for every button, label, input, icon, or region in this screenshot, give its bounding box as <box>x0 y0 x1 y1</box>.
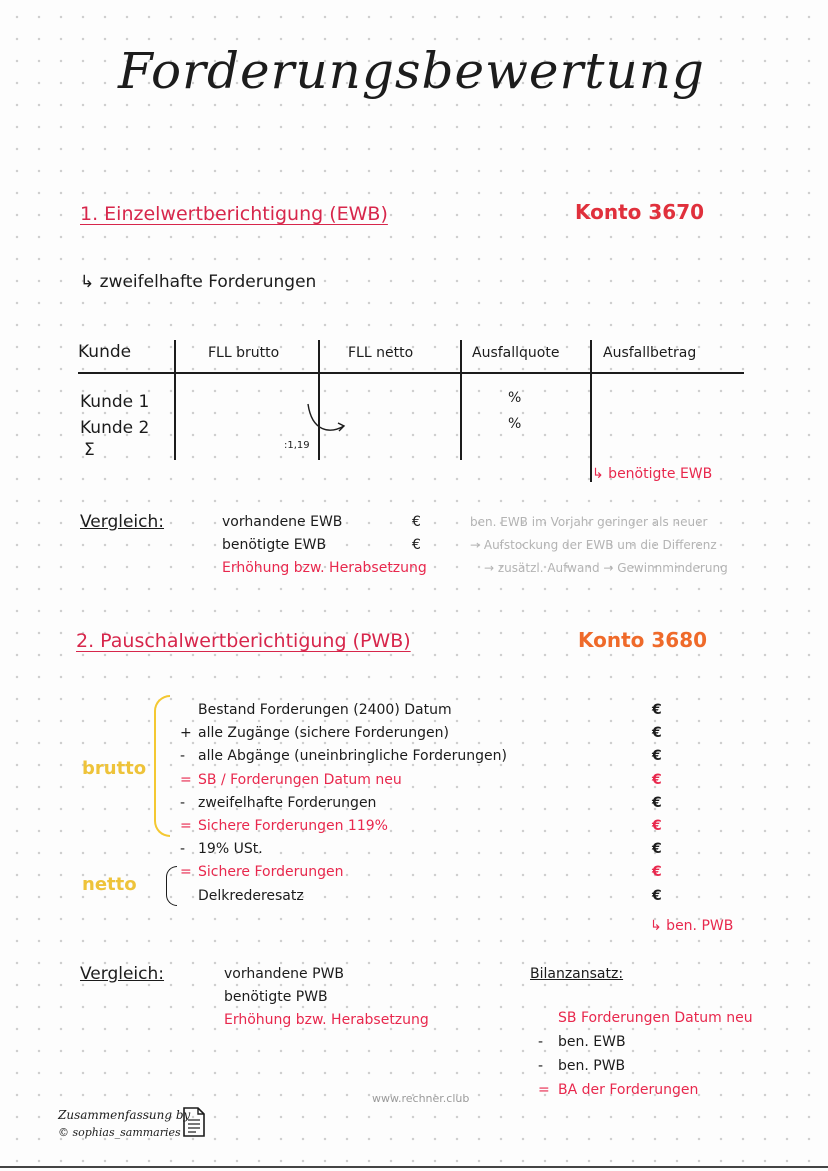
table-col-divider <box>590 340 592 482</box>
section1-heading: 1. Einzelwertberichtigung (EWB) <box>80 203 388 225</box>
pwb-row-text: alle Abgänge (uneinbringliche Forderungen) <box>198 748 507 764</box>
ausfallquote-percent: % <box>508 416 522 432</box>
pwb-row-currency: € <box>652 841 662 857</box>
brace-netto <box>166 866 177 906</box>
pwb-row-text: Bestand Forderungen (2400) Datum <box>198 702 452 718</box>
brace-brutto <box>154 695 170 837</box>
table-header-fll-netto: FLL netto <box>348 345 414 361</box>
bilanz-row-prefix: - <box>538 1058 544 1074</box>
bilanz-row-text: BA der Forderungen <box>558 1082 699 1098</box>
comparison-line: vorhandene PWB <box>224 966 345 982</box>
table-col-divider <box>318 340 320 460</box>
pwb-row-prefix: = <box>180 772 192 788</box>
comparison-label: Vergleich: <box>80 964 165 984</box>
pwb-row-text: Delkrederesatz <box>198 888 304 904</box>
bilanz-label: Bilanzansatz: <box>530 966 624 982</box>
divide-note: :1,19 <box>284 440 310 451</box>
table-header-fll-brutto: FLL brutto <box>208 345 280 361</box>
pwb-footnote: ↳ ben. PWB <box>650 918 734 934</box>
comparison-line: benötigte PWB <box>224 989 328 1005</box>
footer-line2: © sophias_sammaries <box>58 1126 181 1139</box>
pwb-row-currency: € <box>652 772 662 788</box>
pwb-row-text: Sichere Forderungen <box>198 864 344 880</box>
ausfallquote-percent: % <box>508 390 522 406</box>
pwb-row-text: 19% USt. <box>198 841 263 857</box>
comparison-label: Vergleich: <box>80 512 165 532</box>
comparison-line: vorhandene EWB <box>222 514 343 530</box>
pwb-row-currency: € <box>652 888 662 904</box>
table-row-label: Kunde 1 <box>80 392 150 412</box>
bilanz-row-text: ben. EWB <box>558 1034 626 1050</box>
table-header-rule <box>78 372 744 374</box>
pwb-row-currency: € <box>652 725 662 741</box>
document-icon <box>182 1106 206 1138</box>
pwb-row-currency: € <box>652 702 662 718</box>
section1-konto: Konto 3670 <box>575 200 705 224</box>
faint-note: → zusätzl. Aufwand → Gewinnminderung <box>484 561 728 575</box>
pwb-row-prefix: - <box>180 748 186 764</box>
pwb-row-prefix: = <box>180 818 192 834</box>
section2-heading: 2. Pauschalwertberichtigung (PWB) <box>76 630 411 652</box>
pwb-row-text: zweifelhafte Forderungen <box>198 795 377 811</box>
netto-label: netto <box>82 874 137 895</box>
footer-line1: Zusammenfassung by <box>58 1108 191 1122</box>
watermark: www.rechner.club <box>372 1092 470 1105</box>
pwb-row-prefix: + <box>180 725 192 741</box>
section2-konto: Konto 3680 <box>578 628 708 652</box>
table-row-label: Σ <box>84 440 95 460</box>
pwb-row-text: Sichere Forderungen 119% <box>198 818 388 834</box>
pwb-row-currency: € <box>652 795 662 811</box>
pwb-row-text: alle Zugänge (sichere Forderungen) <box>198 725 449 741</box>
table-footnote: ↳ benötigte EWB <box>592 466 713 482</box>
brutto-label: brutto <box>82 758 147 779</box>
pwb-row-currency: € <box>652 818 662 834</box>
page-title: Forderungsbewertung <box>118 42 705 100</box>
table-header-ausfallbetrag: Ausfallbetrag <box>603 345 697 361</box>
table-header-kunde: Kunde <box>78 342 132 362</box>
table-col-divider <box>174 340 176 460</box>
bilanz-row-text: ben. PWB <box>558 1058 626 1074</box>
table-col-divider <box>460 340 462 460</box>
comparison-line: benötigte EWB <box>222 537 327 553</box>
conversion-arrow-icon <box>300 402 350 442</box>
comparison-currency: € <box>412 537 421 553</box>
bilanz-row-text: SB Forderungen Datum neu <box>558 1010 753 1026</box>
table-row-label: Kunde 2 <box>80 418 150 438</box>
comparison-result: Erhöhung bzw. Herabsetzung <box>222 560 427 576</box>
pwb-row-prefix: - <box>180 795 186 811</box>
faint-note: → Aufstockung der EWB um die Differenz <box>470 538 717 552</box>
pwb-row-prefix: - <box>180 841 186 857</box>
pwb-row-currency: € <box>652 748 662 764</box>
section1-note: ↳ zweifelhafte Forderungen <box>80 272 317 292</box>
pwb-row-prefix: = <box>180 864 192 880</box>
table-header-ausfallquote: Ausfallquote <box>472 345 560 361</box>
bilanz-row-prefix: = <box>538 1082 550 1098</box>
comparison-currency: € <box>412 514 421 530</box>
pwb-row-text: SB / Forderungen Datum neu <box>198 772 402 788</box>
bilanz-row-prefix: - <box>538 1034 544 1050</box>
pwb-row-currency: € <box>652 864 662 880</box>
page-bottom-edge <box>0 1166 828 1168</box>
comparison-result: Erhöhung bzw. Herabsetzung <box>224 1012 429 1028</box>
faint-note: ben. EWB im Vorjahr geringer als neuer <box>470 515 708 529</box>
